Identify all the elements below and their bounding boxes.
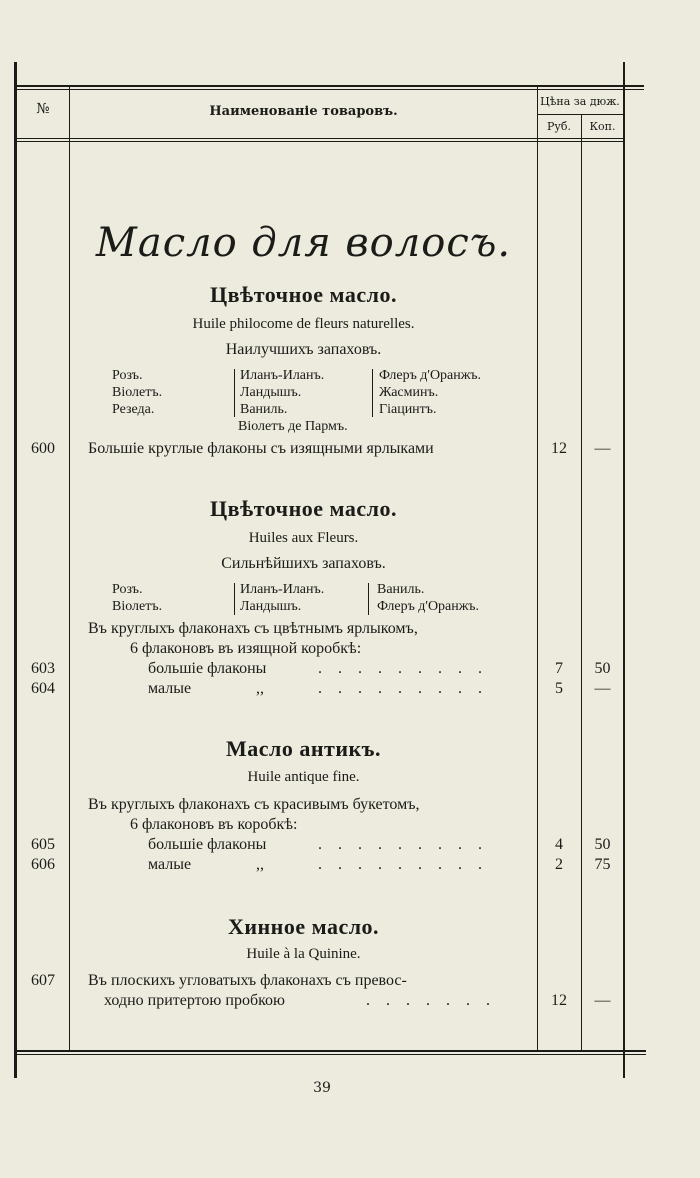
block2-french: Huiles aux Fleurs. (248, 530, 359, 546)
block1-scent-col3: Флеръ д'Оранжъ. Жасминъ. Гіацинтъ. (379, 368, 481, 417)
item-604-rub: 5 (555, 680, 563, 697)
item-603-kop: 50 (594, 660, 611, 677)
block1-scent-col2: Иланъ-Иланъ. Ландышъ. Ваниль. (240, 368, 325, 417)
price-header-rule (537, 114, 623, 115)
item-606-no: 606 (31, 856, 55, 873)
item-607-desc1: Въ плоскихъ угловатыхъ флаконахъ съ превос- (88, 972, 407, 989)
item-605-leader: . . . . . . . . . (318, 836, 488, 853)
frame-bottom-rule (14, 1050, 646, 1052)
frame-left-rule (14, 62, 17, 1078)
block4-title: Хинное масло. (227, 914, 380, 939)
item-600-desc: Большіе круглые флаконы съ изящными ярлыками (88, 440, 434, 457)
block1-scent-extra: Віолетъ де Пармъ. (238, 419, 348, 434)
block2-subtitle: Сильнѣйшихъ запаховъ. (221, 555, 386, 572)
block2-intro2: 6 флаконовъ въ изящной коробкѣ: (130, 640, 362, 657)
item-606-desc: малые (148, 856, 192, 873)
frame-top-rule-thin (14, 89, 644, 90)
item-606-leader: . . . . . . . . . (318, 856, 488, 873)
header-name: Наименованіе товаровъ. (209, 104, 398, 119)
item-606-ditto: ,, (256, 856, 264, 873)
item-604-desc: малые (148, 680, 192, 697)
block4-french: Huile à la Quinine. (246, 946, 361, 962)
item-603-leader: . . . . . . . . . (318, 660, 488, 677)
item-605-desc: большіе флаконы (148, 836, 267, 853)
block1-scent-col1: Розъ. Віолетъ. Резеда. (112, 368, 163, 417)
item-607-kop: — (594, 992, 611, 1009)
block3-intro2: 6 флаконовъ въ коробкѣ: (130, 816, 298, 833)
item-607-desc2: ходно притертою пробкою (104, 992, 285, 1009)
block3-french: Huile antique fine. (247, 769, 360, 785)
item-607-rub: 12 (551, 992, 567, 1009)
block1-french: Huile philocome de fleurs naturelles. (192, 316, 415, 332)
item-604-leader: . . . . . . . . . (318, 680, 488, 697)
block1-title: Цвѣточное масло. (210, 282, 397, 307)
col-sep-price (537, 87, 538, 1052)
item-600-no: 600 (31, 440, 55, 457)
item-606-kop: 75 (594, 856, 611, 873)
col-sep-rub-kop (581, 115, 582, 1052)
block2-scent-sep2 (368, 583, 369, 615)
frame-bottom-rule-thin (14, 1054, 646, 1055)
frame-right-rule (623, 62, 625, 1078)
frame-top-rule (14, 85, 644, 87)
item-604-ditto: ,, (256, 680, 264, 697)
block1-scent-sep2 (372, 369, 373, 417)
header-bottom-rule-thin (14, 141, 625, 142)
block1-subtitle: Наилучшихъ запаховъ. (225, 341, 382, 358)
page-number: 39 (313, 1080, 331, 1096)
item-607-no: 607 (31, 972, 55, 989)
block2-scent-col3: Ваниль. Флеръ д'Оранжъ. (377, 582, 479, 614)
item-603-no: 603 (31, 660, 55, 677)
item-604-kop: — (594, 680, 611, 697)
block1-scent-sep1 (234, 369, 235, 417)
block3-intro1: Въ круглыхъ флаконахъ съ красивымъ букетомъ, (88, 796, 420, 813)
item-605-rub: 4 (555, 836, 563, 853)
item-606-rub: 2 (555, 856, 563, 873)
header-kop: Коп. (589, 120, 616, 133)
item-600-rub: 12 (551, 440, 567, 457)
header-price: Цѣна за дюж. (540, 95, 620, 108)
block2-title: Цвѣточное масло. (210, 496, 397, 521)
block3-title: Масло антикъ. (225, 736, 382, 761)
block2-scent-col2: Иланъ-Иланъ. Ландышъ. (240, 582, 325, 614)
block2-scent-sep1 (234, 583, 235, 615)
header-num: № (36, 101, 50, 117)
block2-intro1: Въ круглыхъ флаконахъ съ цвѣтнымъ ярлыкомъ, (88, 620, 418, 637)
block2-scent-col1: Розъ. Віолетъ. (112, 582, 163, 614)
item-605-kop: 50 (594, 836, 611, 853)
item-604-no: 604 (31, 680, 55, 697)
item-605-no: 605 (31, 836, 55, 853)
item-603-rub: 7 (555, 660, 563, 677)
header-bottom-rule (14, 138, 625, 139)
item-603-desc: большіе флаконы (148, 660, 267, 677)
item-607-leader: . . . . . . . (366, 992, 496, 1009)
section-title: Масло для волосъ. (95, 220, 512, 266)
header-rub: Руб. (547, 120, 571, 133)
item-600-kop: — (594, 440, 611, 457)
